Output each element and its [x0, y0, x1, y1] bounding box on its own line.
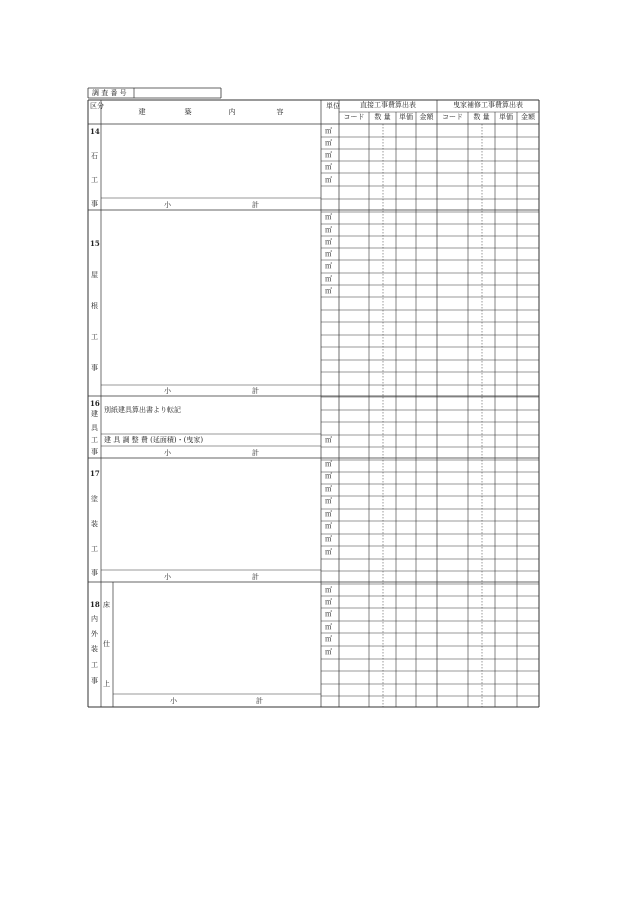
unit-m2-label: ㎡	[325, 287, 332, 295]
s16-adjust: 建 具 調 整 費 (延面積)・(曳家)	[104, 436, 204, 444]
unit-m2-label: ㎡	[325, 598, 332, 606]
unit-m2-label: ㎡	[325, 127, 332, 135]
s14-no: 14	[90, 127, 100, 136]
sub-amount-1: 金額	[419, 113, 434, 121]
unit-m2-label: ㎡	[325, 522, 332, 530]
unit-m2-label: ㎡	[325, 510, 332, 518]
unit-m2-label: ㎡	[325, 548, 332, 556]
unit-m2-label: ㎡	[325, 238, 332, 246]
s18-subtotal-1: 小	[170, 697, 177, 705]
unit-m2-label: ㎡	[325, 213, 332, 221]
sub-qty-1: 数 量	[374, 113, 391, 121]
unit-m2-label: ㎡	[325, 139, 332, 147]
survey-no-label: 調 査 番 号	[92, 89, 127, 97]
col-naiyo-1: 建	[138, 108, 146, 116]
group-repair: 曳家補修工事費算出表	[453, 101, 523, 109]
s14-char-3: 事	[91, 200, 98, 208]
sub-code-1: コード	[343, 113, 365, 121]
s18-char-3: 装	[91, 645, 98, 653]
survey-no-field[interactable]	[134, 88, 221, 98]
s15-no: 15	[90, 239, 100, 248]
s15-char-1: 屋	[91, 271, 98, 279]
col-tani: 単位	[326, 102, 340, 110]
s15-char-2: 根	[91, 302, 98, 310]
col-naiyo-3: 内	[228, 108, 236, 116]
unit-m2-label: ㎡	[325, 586, 332, 594]
unit-m2-label: ㎡	[325, 250, 332, 258]
unit-m2-label: ㎡	[325, 275, 332, 283]
s18-char-2: 外	[91, 630, 98, 638]
s18-sub-3: 上	[103, 680, 110, 688]
sub-price-1: 単価	[399, 113, 413, 121]
s18-sub-2: 仕	[103, 640, 110, 648]
unit-m2-label: ㎡	[325, 163, 332, 171]
s14-subtotal-2: 計	[252, 201, 259, 209]
s16-char-3: 工	[91, 436, 98, 444]
s16-note: 別紙建具算出書より転記	[104, 406, 181, 414]
col-kubun-1: 区分	[90, 102, 104, 110]
s14-subtotal-1: 小	[164, 201, 171, 209]
sub-qty-2: 数 量	[473, 113, 490, 121]
unit-m2-label: ㎡	[325, 623, 332, 631]
sub-amount-2: 金額	[521, 113, 535, 121]
sub-price-2: 単価	[499, 113, 513, 121]
s15-subtotal-2: 計	[252, 387, 259, 395]
s16-char-4: 事	[91, 448, 98, 456]
unit-m2-label: ㎡	[325, 436, 332, 444]
col-naiyo-4: 容	[276, 108, 284, 116]
s16-char-1: 建	[91, 410, 98, 418]
s18-sub-1: 床	[103, 601, 110, 609]
unit-m2-label: ㎡	[325, 485, 332, 493]
s14-char-2: 工	[91, 176, 98, 184]
s16-subtotal-2: 計	[252, 449, 259, 457]
s15-char-4: 事	[91, 364, 98, 372]
col-naiyo-2: 築	[184, 108, 192, 116]
unit-m2-label: ㎡	[325, 497, 332, 505]
unit-m2-label: ㎡	[325, 176, 332, 184]
s17-subtotal-1: 小	[164, 573, 171, 581]
s17-char-1: 塗	[91, 495, 98, 503]
unit-m2-label: ㎡	[325, 648, 332, 656]
unit-m2-label: ㎡	[325, 635, 332, 643]
s17-char-4: 事	[91, 569, 98, 577]
s18-char-4: 工	[91, 661, 98, 669]
unit-m2-label: ㎡	[325, 610, 332, 618]
sub-code-2: コード	[442, 113, 463, 121]
unit-m2-label: ㎡	[325, 151, 332, 159]
s17-char-2: 装	[91, 520, 98, 528]
s18-subtotal-2: 計	[256, 697, 263, 705]
s17-subtotal-2: 計	[252, 573, 259, 581]
unit-m2-label: ㎡	[325, 472, 332, 480]
s18-char-1: 内	[91, 615, 98, 623]
s15-char-3: 工	[91, 333, 98, 341]
s16-no: 16	[90, 399, 100, 408]
group-direct: 直接工事費算出表	[360, 101, 416, 109]
s18-no: 18	[90, 600, 100, 609]
s17-no: 17	[90, 469, 100, 478]
s18-char-5: 事	[91, 677, 98, 685]
unit-m2-label: ㎡	[325, 535, 332, 543]
s15-subtotal-1: 小	[164, 387, 171, 395]
s17-char-3: 工	[91, 545, 98, 553]
s16-subtotal-1: 小	[164, 449, 171, 457]
unit-m2-label: ㎡	[325, 460, 332, 468]
s14-char-1: 石	[91, 152, 98, 160]
unit-m2-label: ㎡	[325, 262, 332, 270]
unit-m2-label: ㎡	[325, 226, 332, 234]
s16-char-2: 具	[91, 424, 98, 432]
